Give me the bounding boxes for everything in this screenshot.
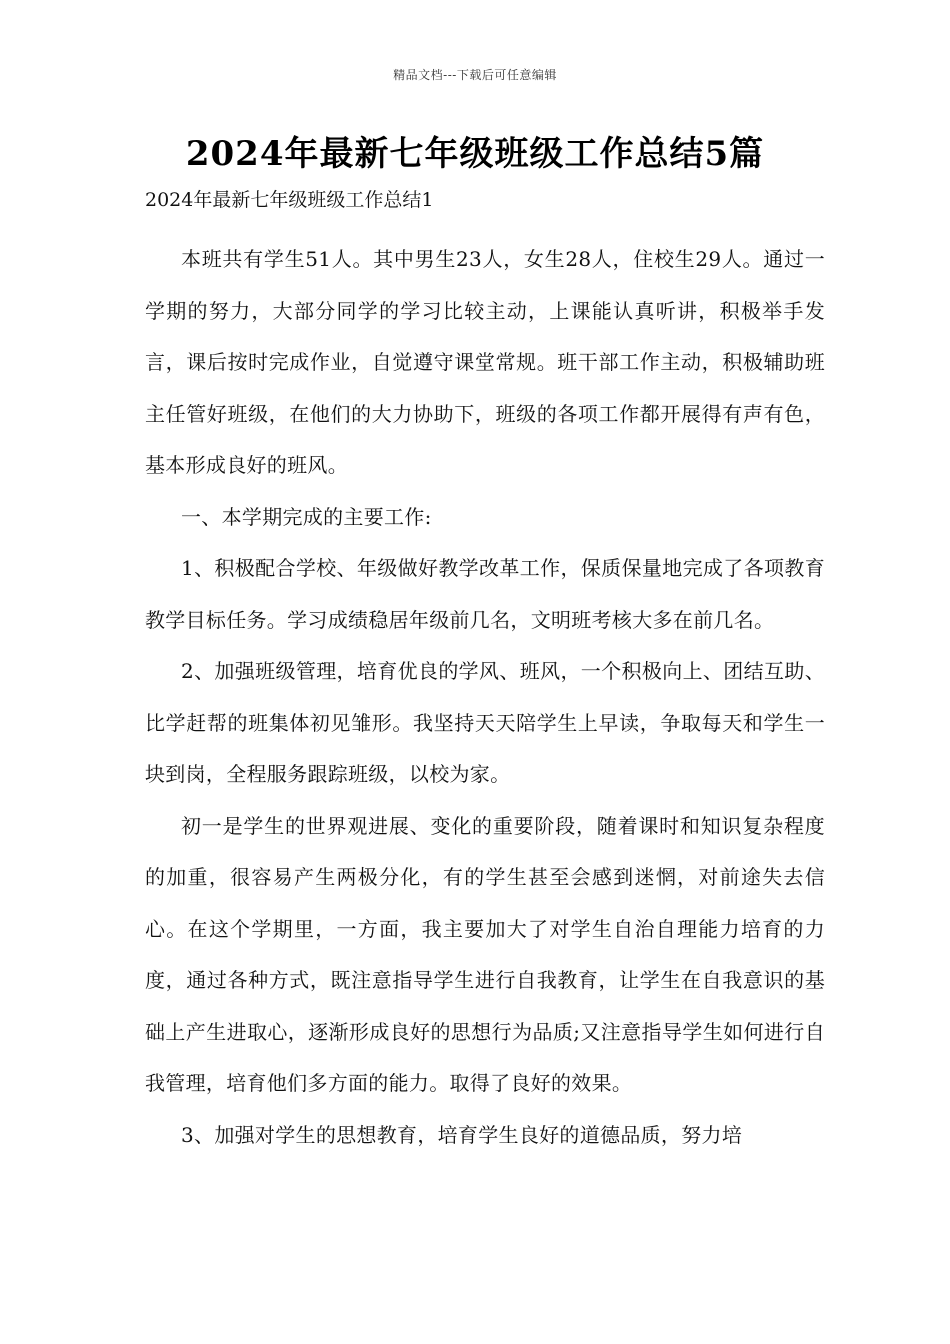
paragraph-item-3: 3、加强对学生的思想教育，培育学生良好的道德品质，努力培 xyxy=(181,1122,743,1147)
body-text xyxy=(145,234,825,1161)
paragraph-section-heading: 一、本学期完成的主要工作: xyxy=(181,504,432,529)
paragraph-item-1: 1、积极配合学校、年级做好教学改革工作，保质保量地完成了各项教育教学目标任务。学习成绩稳居年级前几名，文明班考核大多在前几名。 xyxy=(145,556,825,632)
paragraph-item-2: 2、加强班级管理，培育优良的学风、班风，一个积极向上、团结互助、比学赶帮的班集体初见雏形。我坚持天天陪学生上早读，争取每天和学生一块到岗，全程服务跟踪班级，以校为家。 xyxy=(145,659,825,786)
paragraph-intro: 本班共有学生51人。其中男生23人，女生28人，住校生29人。通过一学期的努力，大部分同学的学习比较主动，上课能认真听讲，积极举手发言，课后按时完成作业，自觉遵守课堂常规。班干部工作主动，积极辅助班主任管好班级，在他们的大力协助下，班级的各项工作都开展得有声有色，基本形成良好的班风。 xyxy=(145,247,825,477)
header-note: 精品文档---下载后可任意编辑 xyxy=(393,68,557,82)
paragraph-grade-one: 初一是学生的世界观进展、变化的重要阶段，随着课时和知识复杂程度的加重，很容易产生两极分化，有的学生甚至会感到迷惘，对前途失去信心。在这个学期里，一方面，我主要加大了对学生自治自理能力培育的力度，通过各种方式，既注意指导学生进行自我教育，让学生在自我意识的基础上产生进取心，逐渐形成良好的思想行为品质;又注意指导学生如何进行自我管理，培育他们多方面的能力。取得了良好的效果。 xyxy=(145,813,825,1095)
document-title: 2024年最新七年级班级工作总结5篇 xyxy=(185,134,765,174)
section-subtitle: 2024年最新七年级班级工作总结1 xyxy=(145,189,434,211)
